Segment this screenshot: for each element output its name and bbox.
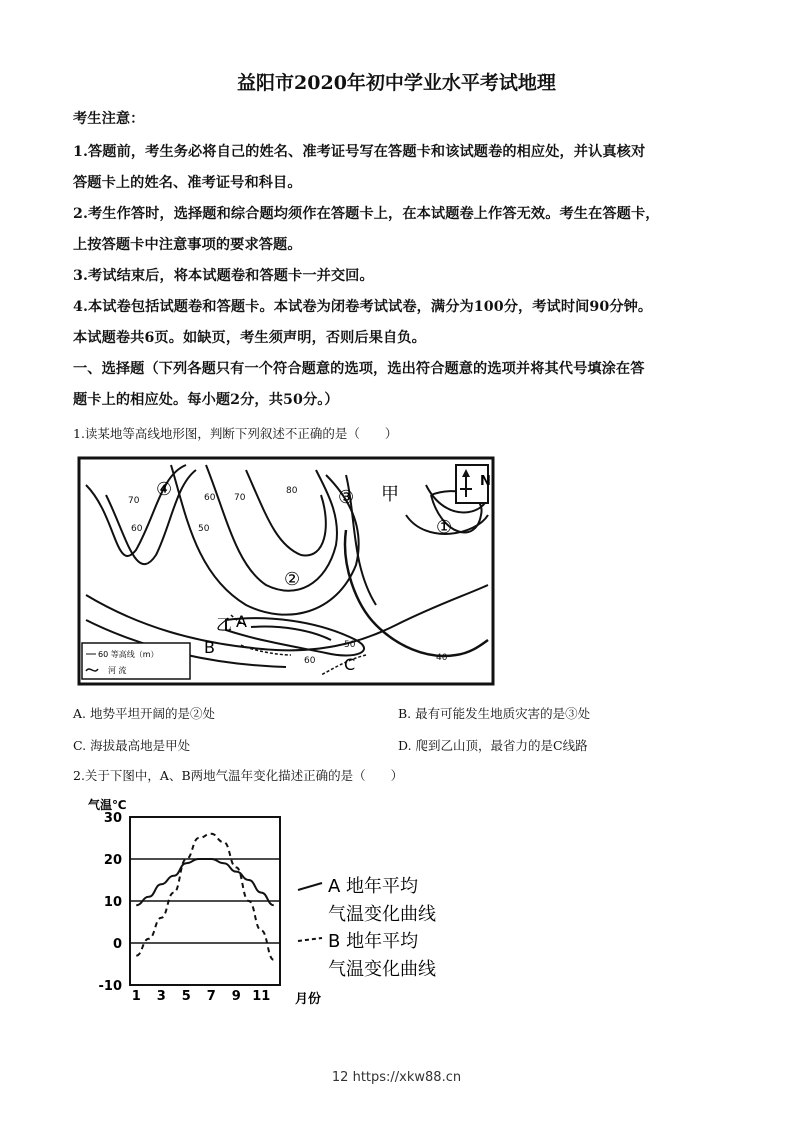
x-tick-label: 9 bbox=[231, 989, 241, 1004]
legend-a-line1: A 地年平均 bbox=[328, 876, 419, 897]
notice-line-4: 上按答题卡中注意事项的要求答题。 bbox=[73, 237, 302, 253]
contour-label: 70 bbox=[128, 496, 140, 506]
notice-line-6: 4.本试卷包括试题卷和答题卡。本试卷为闭卷考试试卷，满分为100分，考试时间90分钟。 bbox=[73, 299, 653, 315]
page-footer: 12 https://xkw88.cn bbox=[331, 1070, 462, 1085]
contour-label: 80 bbox=[286, 486, 298, 496]
mark-3: ③ bbox=[338, 487, 355, 508]
legend-contour: 60 等高线（m） bbox=[98, 650, 159, 659]
yi-label: 乙 bbox=[216, 615, 233, 634]
route-a-label: A bbox=[236, 612, 247, 631]
q1-option-c: C. 海拔最高地是甲处 bbox=[73, 738, 191, 753]
series-b-line bbox=[136, 834, 274, 960]
x-axis-unit: 月份 bbox=[295, 992, 322, 1007]
legend-b-line2: 气温变化曲线 bbox=[328, 959, 436, 980]
contour-map bbox=[76, 455, 496, 687]
notice-line-7: 本试题卷共6页。如缺页，考生须声明，否则后果自负。 bbox=[73, 330, 426, 346]
mark-4: ④ bbox=[156, 479, 173, 500]
y-axis-title: 气温℃ bbox=[88, 798, 127, 812]
contour-label: 40 bbox=[436, 653, 448, 663]
x-tick-label: 3 bbox=[156, 989, 166, 1004]
legend-river: 河 流 bbox=[108, 666, 127, 675]
temperature-chart bbox=[80, 795, 500, 1010]
contour-label: 50 bbox=[344, 640, 356, 650]
contour-label: 70 bbox=[234, 493, 246, 503]
exam-title: 益阳市2020年初中学业水平考试地理 bbox=[237, 72, 556, 94]
question-1-stem: 1.读某地等高线地形图，判断下列叙述不正确的是（ ） bbox=[73, 426, 398, 441]
contour-label: 60 bbox=[304, 656, 316, 666]
q1-option-a: A. 地势平坦开阔的是②处 bbox=[73, 706, 215, 721]
mark-2: ② bbox=[284, 569, 301, 590]
x-tick-label: 11 bbox=[252, 989, 271, 1004]
x-tick-label: 7 bbox=[206, 989, 216, 1004]
notice-line-2: 答题卡上的姓名、准考证号和科目。 bbox=[73, 175, 302, 191]
route-b-label: B bbox=[204, 638, 215, 657]
y-tick-label: 10 bbox=[103, 895, 122, 910]
jia-label: 甲 bbox=[381, 484, 399, 505]
series-a-line bbox=[136, 859, 274, 905]
q1-option-d: D. 爬到乙山顶，最省力的是C线路 bbox=[398, 738, 588, 753]
legend-b-line1: B 地年平均 bbox=[328, 931, 419, 952]
contour-label: 60 bbox=[131, 524, 143, 534]
legend-a-line2: 气温变化曲线 bbox=[328, 904, 436, 925]
mark-1: ① bbox=[436, 517, 453, 538]
y-tick-label: 0 bbox=[112, 937, 122, 952]
y-tick-label: 20 bbox=[103, 853, 122, 868]
notice-line-1: 1.答题前，考生务必将自己的姓名、准考证号写在答题卡和该试题卷的相应处，并认真核对 bbox=[73, 144, 646, 160]
y-tick-label: 30 bbox=[103, 811, 122, 826]
q1-option-b: B. 最有可能发生地质灾害的是③处 bbox=[398, 706, 591, 721]
x-tick-label: 5 bbox=[181, 989, 191, 1004]
contour-label: 60 bbox=[204, 493, 216, 503]
notice-heading: 考生注意： bbox=[73, 111, 145, 127]
question-2-stem: 2.关于下图中，A、B两地气温年变化描述正确的是（ ） bbox=[73, 768, 404, 783]
notice-line-5: 3.考试结束后，将本试题卷和答题卡一并交回。 bbox=[73, 268, 374, 284]
x-tick-label: 1 bbox=[131, 989, 141, 1004]
section-instruction-1: 一、选择题（下列各题只有一个符合题意的选项，选出符合题意的选项并将其代号填涂在答 bbox=[73, 361, 645, 377]
section-instruction-2: 题卡上的相应处。每小题2分，共50分。） bbox=[73, 392, 339, 408]
y-tick-label: -10 bbox=[98, 979, 122, 994]
contour-label: 50 bbox=[198, 524, 210, 534]
north-label: N bbox=[480, 474, 491, 489]
route-c-label: C bbox=[344, 655, 356, 674]
notice-line-3: 2.考生作答时，选择题和综合题均须作在答题卡上，在本试题卷上作答无效。考生在答题卡， bbox=[73, 206, 660, 222]
